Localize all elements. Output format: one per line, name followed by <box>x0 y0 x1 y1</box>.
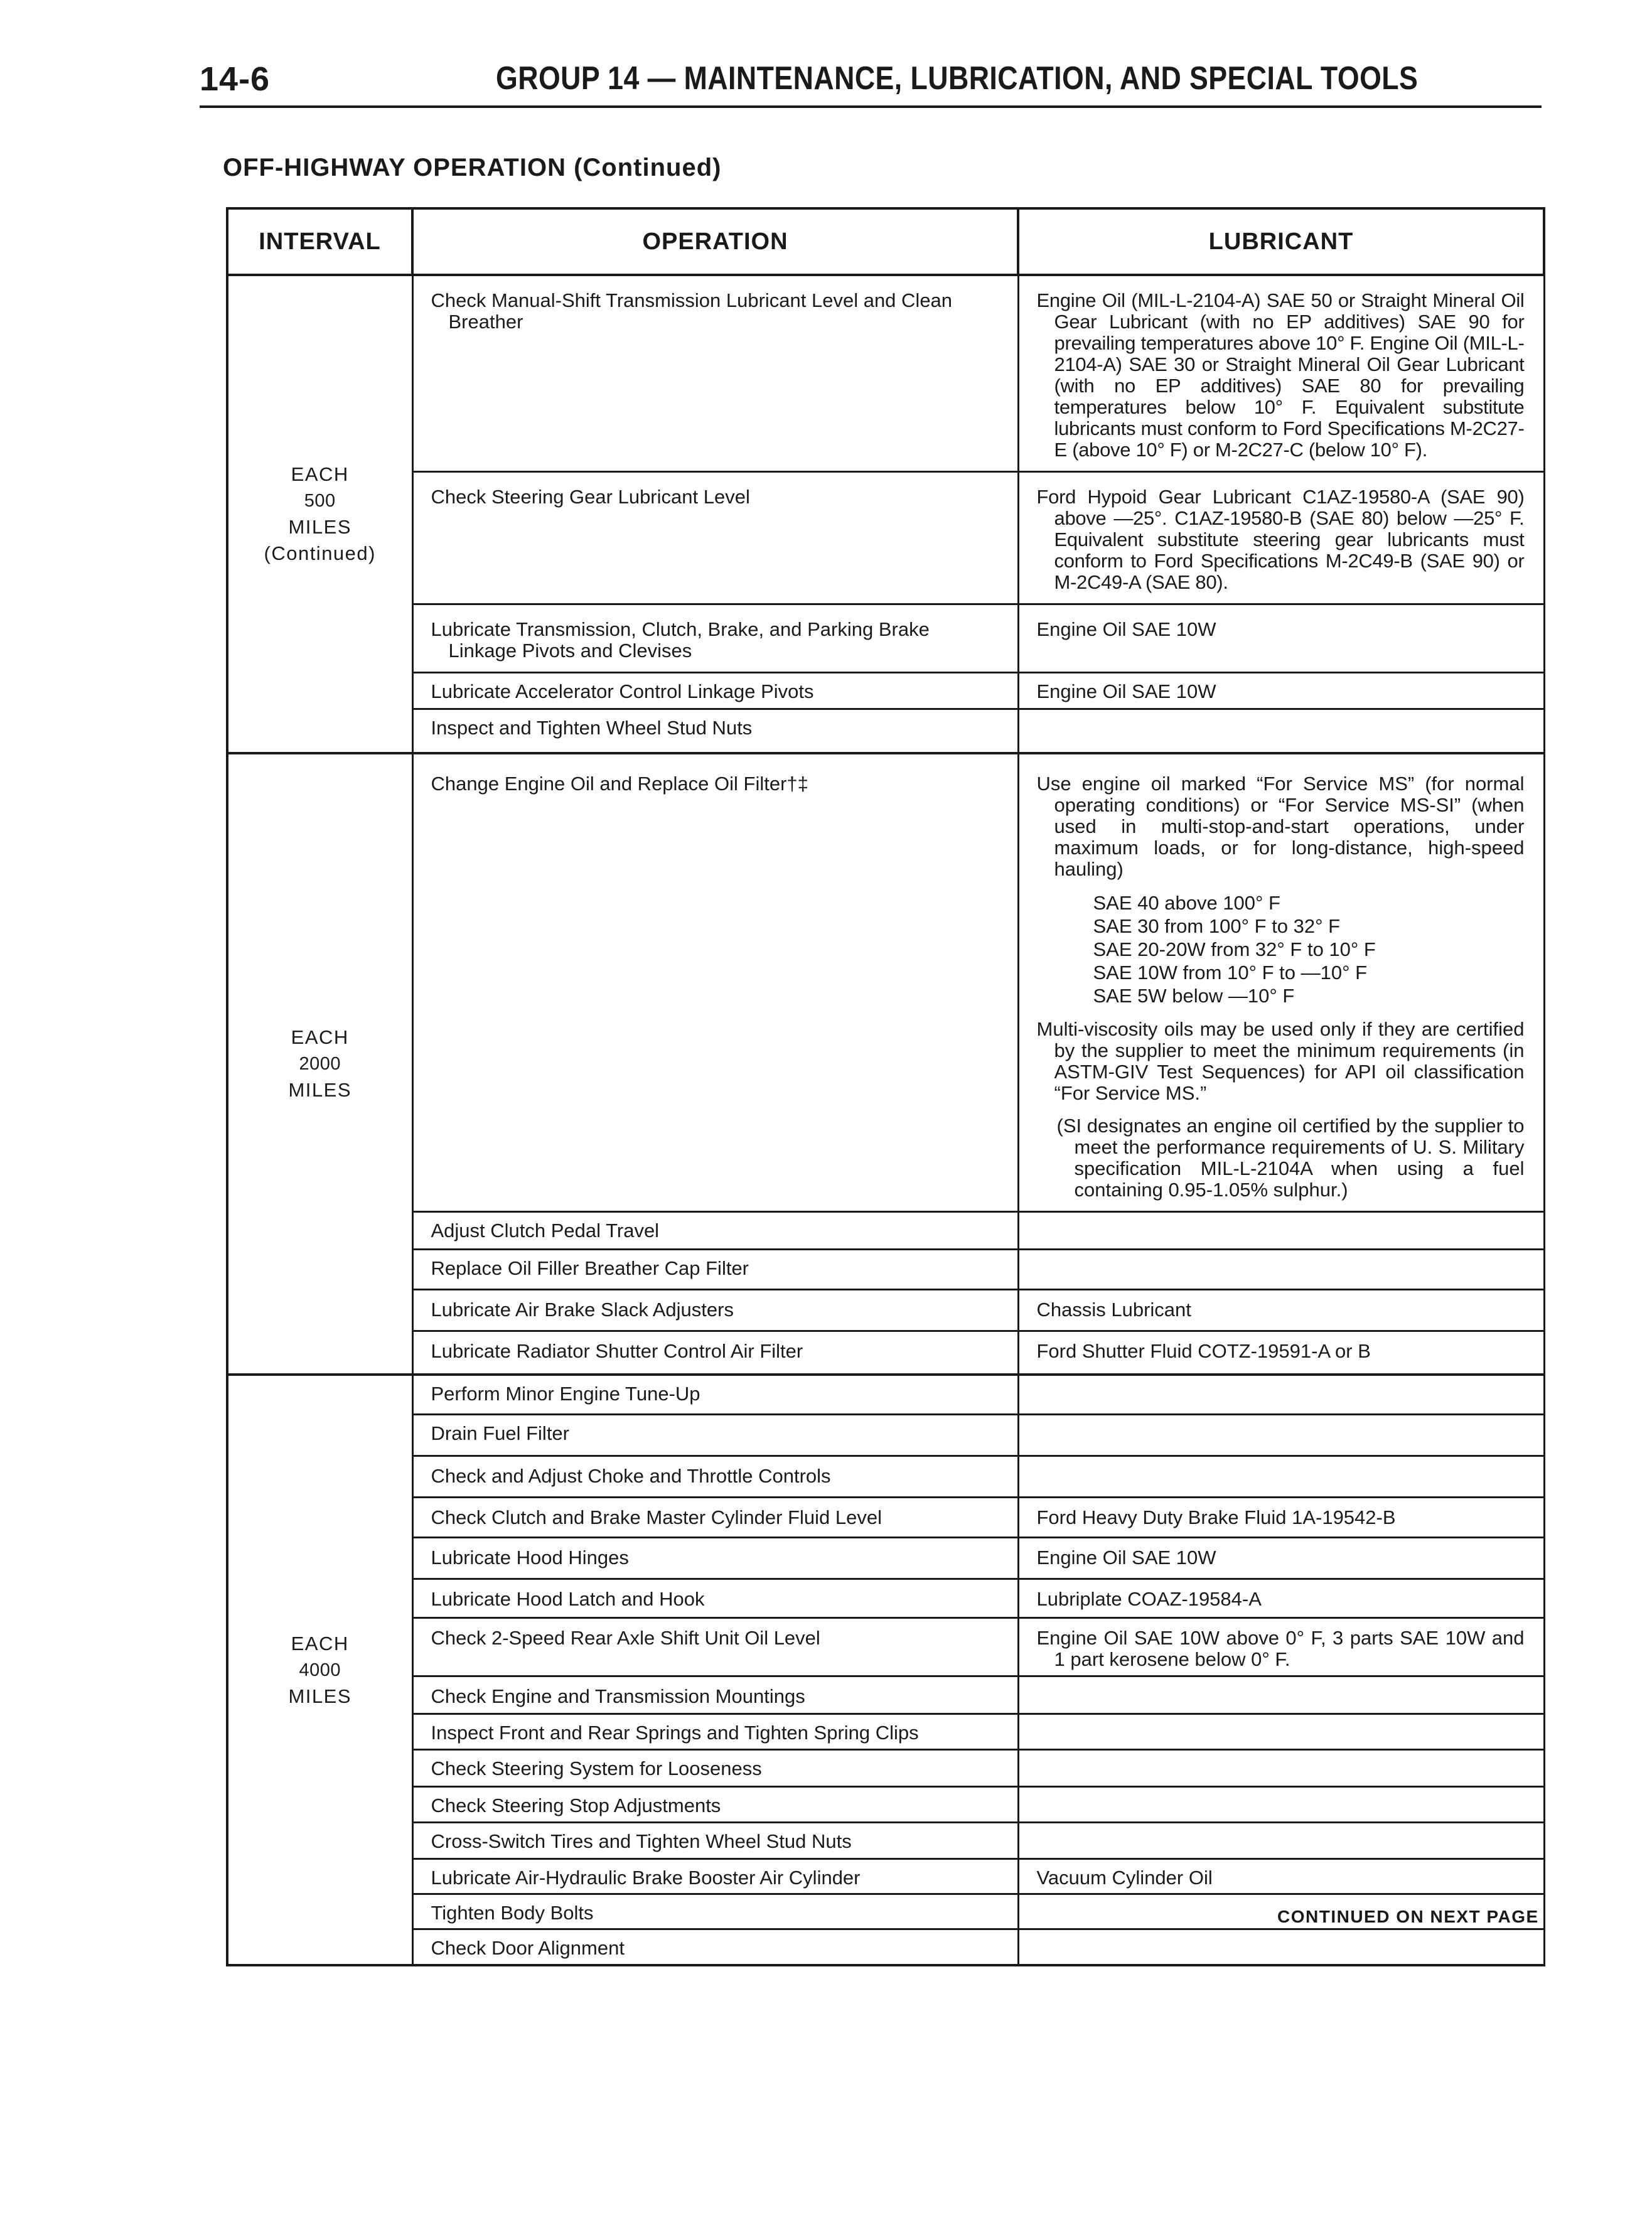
operation-text: Lubricate Hood Latch and Hook <box>431 1587 705 1610</box>
lubricant-text: Engine Oil SAE 10W <box>1036 680 1216 702</box>
lubricant-cell-empty <box>1018 1676 1544 1714</box>
table-row <box>227 673 1544 709</box>
interval-value: 500 <box>304 490 336 511</box>
operation-cell <box>412 1414 1018 1456</box>
interval-unit: MILES <box>288 1685 352 1707</box>
operation-cell <box>412 1714 1018 1749</box>
table-row <box>227 472 1544 604</box>
table-row <box>227 1714 1544 1749</box>
operation-cell <box>412 604 1018 673</box>
viscosity-item: SAE 20-20W from 32° F to 10° F <box>1093 938 1376 960</box>
operation-text: Lubricate Accelerator Control Linkage Pivots <box>431 680 814 702</box>
operation-cell <box>412 1749 1018 1786</box>
table-row <box>227 1786 1544 1822</box>
column-header-interval: INTERVAL <box>227 208 412 275</box>
table-row <box>227 1331 1544 1375</box>
operation-cell <box>412 472 1018 604</box>
lubricant-text: Engine Oil (MIL-L-2104-A) SAE 50 or Straight Mineral Oil Gear Lubricant (with no EP additives) SAE 90 for prevailing temperatures above 10° F. Engine Oil (MIL-L-2104-A) SAE 30 or Straight Mineral Oil Gear Lubricant (with no EP additives) SAE 80 for prevailing temperatures below 10° F. Equivalent substitute lubricants must conform to Ford Specifications M-2C27-E (above 10° F) or M-2C27-C (below 10° F). <box>1036 289 1525 461</box>
viscosity-item: SAE 40 above 100° F <box>1093 891 1280 914</box>
lubricant-text: Vacuum Cylinder Oil <box>1036 1866 1213 1889</box>
lubricant-cell <box>1018 1617 1544 1676</box>
lubricant-cell-empty <box>1018 1456 1544 1497</box>
table-row <box>227 1497 1544 1537</box>
lubricant-text: Ford Heavy Duty Brake Fluid 1A-19542-B <box>1036 1506 1396 1528</box>
lubricant-cell-empty <box>1018 1749 1544 1786</box>
operation-text: Inspect Front and Rear Springs and Tighten Spring Clips <box>431 1721 919 1744</box>
viscosity-list <box>1037 891 1525 1007</box>
interval-label: EACH <box>291 1632 349 1655</box>
operation-text: Cross-Switch Tires and Tighten Wheel Stud Nuts <box>431 1830 852 1852</box>
lubricant-cell <box>1018 1579 1544 1617</box>
operation-cell <box>412 1456 1018 1497</box>
table-row <box>227 275 1544 472</box>
table-row <box>227 1617 1544 1676</box>
table-header-row <box>227 208 1544 275</box>
operation-cell <box>412 1497 1018 1537</box>
operation-cell <box>412 1249 1018 1289</box>
operation-text: Check Steering Gear Lubricant Level <box>431 486 750 508</box>
operation-text: Check Clutch and Brake Master Cylinder Fluid Level <box>431 1506 882 1528</box>
lubricant-cell <box>1018 1497 1544 1537</box>
operation-cell <box>412 1579 1018 1617</box>
operation-cell <box>412 1786 1018 1822</box>
operation-cell <box>412 709 1018 753</box>
operation-text: Check Steering Stop Adjustments <box>431 1794 721 1816</box>
operation-cell <box>412 1537 1018 1579</box>
table-row <box>227 1822 1544 1858</box>
continued-footer: CONTINUED ON NEXT PAGE <box>1277 1907 1539 1926</box>
operation-cell <box>412 1858 1018 1894</box>
lubricant-cell-empty <box>1018 1786 1544 1822</box>
operation-text: Replace Oil Filler Breather Cap Filter <box>431 1257 749 1279</box>
table-row <box>227 1249 1544 1289</box>
operation-cell <box>412 1211 1018 1249</box>
lubricant-text: Ford Shutter Fluid COTZ-19591-A or B <box>1036 1339 1371 1362</box>
lubricant-cell <box>1018 472 1544 604</box>
header-rule <box>200 105 1542 108</box>
operation-text: Inspect and Tighten Wheel Stud Nuts <box>431 717 753 739</box>
operation-text: Check Engine and Transmission Mountings <box>431 1685 805 1707</box>
table-row <box>227 1579 1544 1617</box>
table-row <box>227 1375 1544 1414</box>
lubricant-text: Engine Oil SAE 10W <box>1036 1546 1216 1569</box>
lubricant-cell <box>1018 753 1544 1212</box>
lubricant-text: Lubriplate COAZ-19584-A <box>1036 1587 1262 1610</box>
operation-text: Check Steering System for Looseness <box>431 1757 762 1779</box>
operation-text: Lubricate Transmission, Clutch, Brake, and Parking Brake Linkage Pivots and Clevises <box>431 618 930 662</box>
column-header-lubricant: LUBRICANT <box>1018 208 1544 275</box>
interval-cell-500 <box>227 275 412 753</box>
lubricant-cell-empty <box>1018 709 1544 753</box>
page-header-title: GROUP 14 — MAINTENANCE, LUBRICATION, AND SPECIAL TOOLS <box>496 60 1419 97</box>
operation-cell <box>412 275 1018 472</box>
operation-text: Check Door Alignment <box>431 1936 625 1959</box>
table-row <box>227 1289 1544 1331</box>
lubricant-cell <box>1018 604 1544 673</box>
operation-cell <box>412 1289 1018 1331</box>
operation-cell <box>412 1894 1018 1929</box>
operation-cell <box>412 1617 1018 1676</box>
column-header-operation: OPERATION <box>412 208 1018 275</box>
lubricant-cell-empty <box>1018 1822 1544 1858</box>
viscosity-item: SAE 10W from 10° F to —10° F <box>1093 961 1368 984</box>
si-note: (SI designates an engine oil certified by the supplier to meet the performance requirements of U. S. Military specification MIL-L-2104A when using a fuel containing 0.95-1.05% sulphur.) <box>1056 1114 1525 1201</box>
lubricant-cell-empty <box>1018 1414 1544 1456</box>
interval-label: EACH <box>291 463 349 485</box>
operation-text: Check 2-Speed Rear Axle Shift Unit Oil Level <box>431 1626 820 1649</box>
section-title: OFF-HIGHWAY OPERATION (Continued) <box>223 154 722 181</box>
lubricant-text: Ford Hypoid Gear Lubricant C1AZ-19580-A (SAE 90) above —25°. C1AZ-19580-B (SAE 80) below —25° F. Equivalent substitute steering gear lubricants must conform to Ford Specifications M-2C49-B (SAE 90) or M-2C49-A (SAE 80). <box>1036 486 1525 593</box>
table-row <box>227 1537 1544 1579</box>
interval-unit: MILES <box>288 515 352 538</box>
table-row <box>227 1456 1544 1497</box>
page-number: 14-6 <box>200 60 271 98</box>
lubricant-cell <box>1018 1289 1544 1331</box>
interval-cell-4000 <box>227 1375 412 1965</box>
table-row <box>227 1414 1544 1456</box>
operation-cell <box>412 1375 1018 1414</box>
operation-cell <box>412 1822 1018 1858</box>
lubricant-text: Chassis Lubricant <box>1036 1298 1191 1321</box>
interval-value: 2000 <box>299 1053 341 1074</box>
operation-cell <box>412 673 1018 709</box>
operation-text: Lubricate Radiator Shutter Control Air Filter <box>431 1339 803 1362</box>
table-row <box>227 1858 1544 1894</box>
viscosity-item: SAE 5W below —10° F <box>1093 984 1295 1007</box>
table-row <box>227 1676 1544 1714</box>
operation-text: Check Manual-Shift Transmission Lubricant Level and Clean Breather <box>431 289 953 333</box>
table-row <box>227 1929 1544 1965</box>
operation-cell <box>412 753 1018 1212</box>
interval-unit: MILES <box>288 1078 352 1101</box>
lubricant-cell <box>1018 275 1544 472</box>
multi-viscosity-note: Multi-viscosity oils may be used only if they are certified by the supplier to meet the minimum requirements (in ASTM-GIV Test Sequences) for API oil classification “For Service MS.” <box>1036 1017 1525 1104</box>
lubricant-text: Engine Oil SAE 10W above 0° F, 3 parts SAE 10W and 1 part kerosene below 0° F. <box>1036 1626 1525 1670</box>
lubricant-cell <box>1018 1537 1544 1579</box>
lubricant-cell <box>1018 673 1544 709</box>
operation-text: Lubricate Hood Hinges <box>431 1546 629 1569</box>
viscosity-item: SAE 30 from 100° F to 32° F <box>1093 914 1341 937</box>
lubricant-text: Engine Oil SAE 10W <box>1036 618 1216 640</box>
lubricant-cell-empty <box>1018 1249 1544 1289</box>
operation-cell <box>412 1676 1018 1714</box>
maintenance-table <box>226 207 1545 1966</box>
table-row <box>227 1749 1544 1786</box>
interval-note: (Continued) <box>264 542 376 564</box>
operation-text: Lubricate Air Brake Slack Adjusters <box>431 1298 734 1321</box>
operation-text: Adjust Clutch Pedal Travel <box>431 1219 660 1242</box>
lubricant-intro: Use engine oil marked “For Service MS” (for normal operating conditions) or “For Service MS-SI” (when used in multi-stop-and-start operations, under maximum loads, or for long-distance, high-speed hauling) <box>1036 772 1525 880</box>
operation-text: Change Engine Oil and Replace Oil Filter†‡ <box>431 772 808 795</box>
operation-cell <box>412 1331 1018 1375</box>
interval-label: EACH <box>291 1026 349 1048</box>
operation-text: Lubricate Air-Hydraulic Brake Booster Air Cylinder <box>431 1866 861 1889</box>
operation-cell <box>412 1929 1018 1965</box>
table-row <box>227 604 1544 673</box>
table-row <box>227 1211 1544 1249</box>
interval-cell-2000 <box>227 753 412 1375</box>
interval-value: 4000 <box>299 1660 341 1680</box>
lubricant-cell-empty <box>1018 1211 1544 1249</box>
operation-text: Tighten Body Bolts <box>431 1901 594 1924</box>
lubricant-cell-empty <box>1018 1929 1544 1965</box>
operation-text: Check and Adjust Choke and Throttle Controls <box>431 1464 831 1487</box>
lubricant-cell <box>1018 1858 1544 1894</box>
table-row <box>227 709 1544 753</box>
table-row <box>227 753 1544 1212</box>
operation-text: Perform Minor Engine Tune-Up <box>431 1383 700 1405</box>
operation-text: Drain Fuel Filter <box>431 1422 569 1444</box>
lubricant-cell <box>1018 1331 1544 1375</box>
lubricant-cell-empty <box>1018 1375 1544 1414</box>
lubricant-cell-empty <box>1018 1714 1544 1749</box>
